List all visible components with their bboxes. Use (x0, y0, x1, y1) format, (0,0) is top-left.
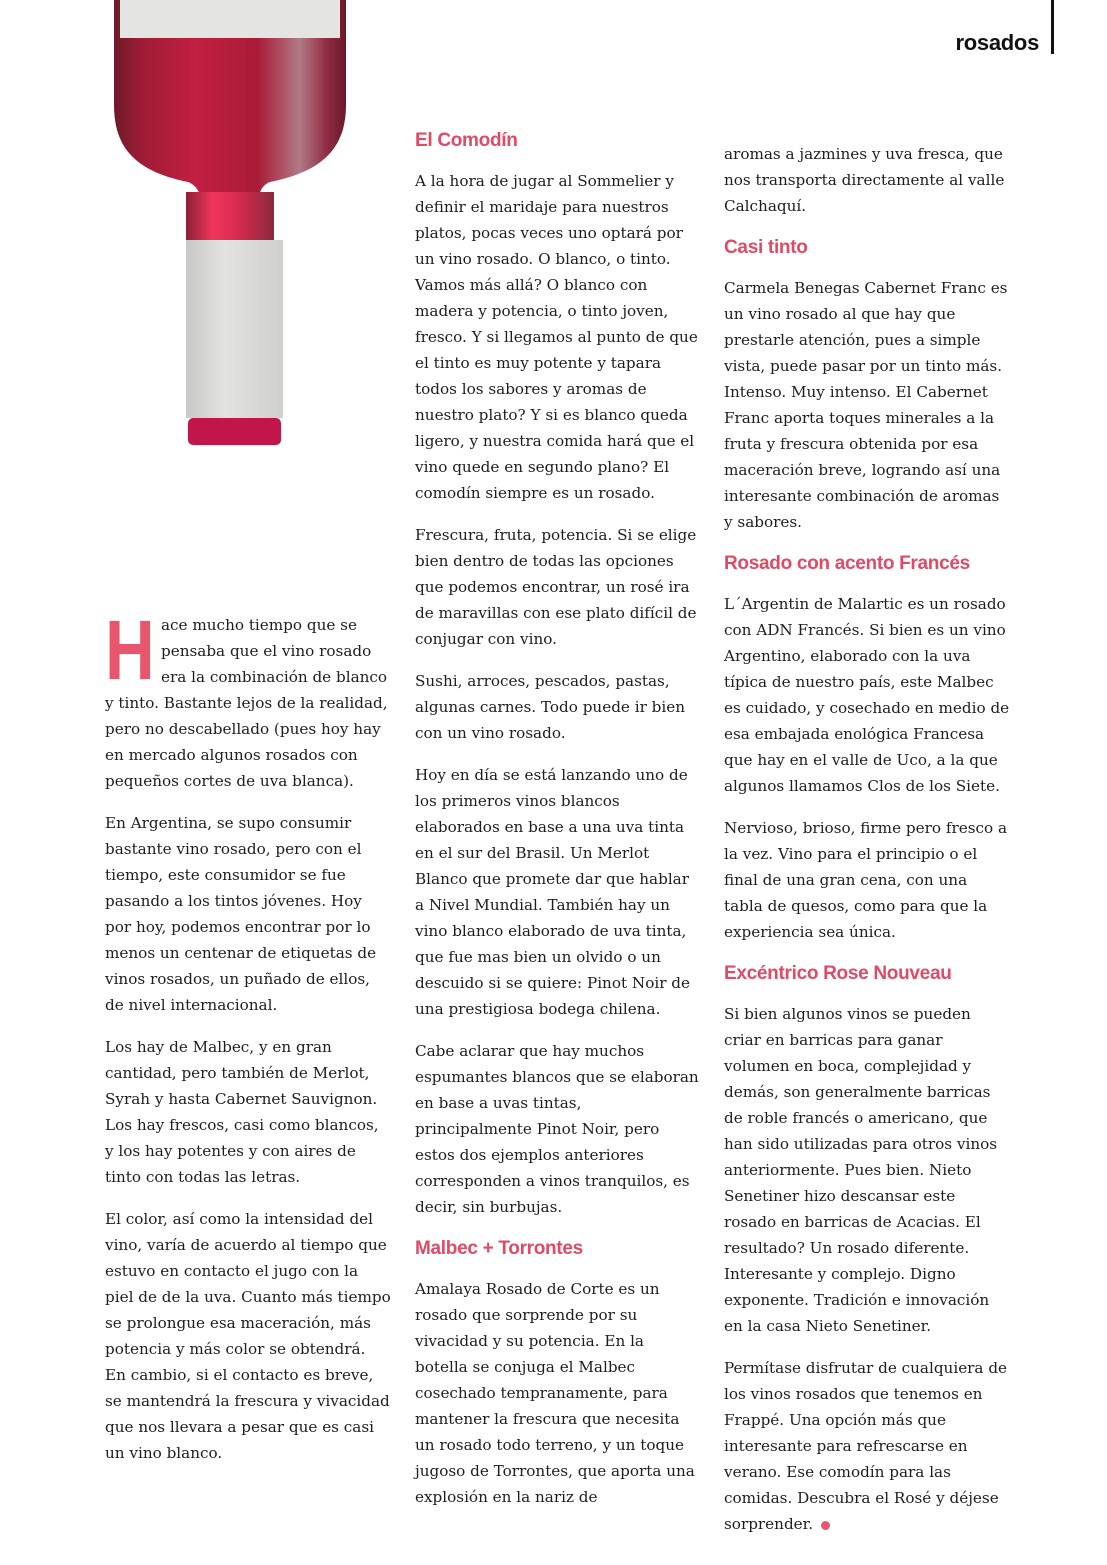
section-tag: rosados (955, 30, 1039, 55)
body-paragraph: En Argentina, se supo consumir bastante vino rosado, pero con el tiempo, este consumidor se fue pasando a los tintos jóvenes. Hoy por hoy, podemos encontrar por lo menos un centenar de etiquetas de vinos rosados, un puñado de ellos, de nivel internacional. (105, 814, 377, 1014)
column-2 (415, 128, 701, 1526)
rose-wine-bottle-image (100, 0, 360, 460)
body-paragraph: Si bien algunos vinos se pueden criar en barricas para ganar volumen en boca, complejidad y demás, son generalmente barricas de roble francés o americano, que han sido utilizadas para otros vinos anteriormente. Pues bien. Nieto Senetiner hizo descansar este rosado en barricas de Acacias. El resultado? Un rosado diferente. Interesante y complejo. Digno exponente. Tradición e innovación en la casa Nieto Senetiner. (724, 1005, 998, 1335)
body-paragraph: Sushi, arroces, pescados, pastas, algunas carnes. Todo puede ir bien con un vino rosado. (415, 672, 686, 742)
end-of-article-dot-icon (821, 1521, 830, 1530)
subhead-rosado-acento-frances: Rosado con acento Francés (724, 553, 970, 574)
body-paragraph: Amalaya Rosado de Corte es un rosado que sorprende por su vivacidad y su potencia. En la botella se conjuga el Malbec cosechado tempranamente, para mantener la frescura que necesita un rosado todo terreno, y un toque jugoso de Torrontes, que aporta una explosión en la nariz de (415, 1280, 695, 1506)
closing-paragraph: Permítase disfrutar de cualquiera de los vinos rosados que tenemos en Frappé. Una opción más que interesante para refrescarse en verano. Ese comodín para las comidas. Descubra el Rosé y déjese sorprender. (724, 1359, 1008, 1533)
bottle-neck (186, 192, 274, 242)
column-3 (724, 141, 1010, 1553)
subhead-el-comodin: El Comodín (415, 130, 518, 151)
subhead-malbec-torrontes: Malbec + Torrontes (415, 1238, 583, 1259)
bottle-capsule (186, 240, 283, 418)
drop-cap: H (105, 603, 155, 697)
bottle-label (120, 0, 340, 38)
body-paragraph: L´Argentin de Malartic es un rosado con ADN Francés. Si bien es un vino Argentino, elaborado con la uva típica de nuestro país, este Malbec es cuidado, y cosechado en medio de esa embajada enológica Francesa que hay en el valle de Uco, a la que algunos llamamos Clos de los Siete. (724, 595, 1010, 795)
body-paragraph: El color, así como la intensidad del vino, varía de acuerdo al tiempo que estuvo en contacto el jugo con la piel de de la uva. Cuanto más tiempo se prolongue esa maceración, más potencia y más color se obtendrá. En cambio, si el contacto es breve, se mantendrá la frescura y vivacidad que nos llevara a pesar que es casi un vino blanco. (105, 1210, 391, 1462)
body-paragraph-continued: aromas a jazmines y uva fresca, que nos transporta directamente al valle Calchaquí. (724, 145, 1005, 215)
intro-paragraph: Hace mucho tiempo que se pensaba que el vino rosado era la combinación de blanco y tinto. Bastante lejos de la realidad, pero no descabellado (pues hoy hay en mercado algunos rosados con pequeños cortes de uva blanca). (105, 603, 388, 790)
section-divider-rule (1051, 0, 1054, 54)
body-paragraph: Carmela Benegas Cabernet Franc es un vino rosado al que hay que prestarle atención, pues a simple vista, puede pasar por un tinto más. Intenso. Muy intenso. El Cabernet Franc aporta toques minerales a la fruta y frescura obtenida por esa maceración breve, logrando así una interesante combinación de aromas y sabores. (724, 279, 1008, 531)
body-paragraph: Nervioso, brioso, firme pero fresco a la vez. Vino para el principio o el final de una gran cena, con una tabla de quesos, como para que la experiencia sea única. (724, 819, 1008, 941)
body-paragraph: A la hora de jugar al Sommelier y definir el maridaje para nuestros platos, pocas veces uno optará por un vino rosado. O blanco, o tinto. Vamos más allá? O blanco con madera y potencia, o tinto joven, fresco. Y si llegamos al punto de que el tinto es muy potente y tapara todos los sabores y aromas de nuestro plato? Y si es blanco queda ligero, y nuestra comida hará que el vino quede en segundo plano? El comodín siempre es un rosado. (415, 172, 698, 502)
column-1 (105, 603, 391, 1482)
bottle-lip (188, 418, 281, 445)
body-paragraph: Frescura, fruta, potencia. Si se elige bien dentro de todas las opciones que podemos encontrar, un rosé ira de maravillas con ese plato difícil de conjugar con vino. (415, 526, 697, 648)
body-paragraph: Cabe aclarar que hay muchos espumantes blancos que se elaboran en base a uvas tintas, principalmente Pinot Noir, pero estos dos ejemplos anteriores corresponden a vinos tranquilos, es decir, sin burbujas. (415, 1042, 699, 1216)
subhead-excentrico-rose-nouveau: Excéntrico Rose Nouveau (724, 963, 952, 984)
body-paragraph: Los hay de Malbec, y en gran cantidad, pero también de Merlot, Syrah y hasta Cabernet Sauvignon. Los hay frescos, casi como blancos, y los hay potentes y con aires de tinto con todas las letras. (105, 1038, 379, 1186)
subhead-casi-tinto: Casi tinto (724, 237, 808, 258)
body-paragraph: Hoy en día se está lanzando uno de los primeros vinos blancos elaborados en base a una uva tinta en el sur del Brasil. Un Merlot Blanco que promete dar que hablar a Nivel Mundial. También hay un vino blanco elaborado de uva tinta, que fue mas bien un olvido o un descuido si se quiere: Pinot Noir de una prestigiosa bodega chilena. (415, 766, 690, 1018)
